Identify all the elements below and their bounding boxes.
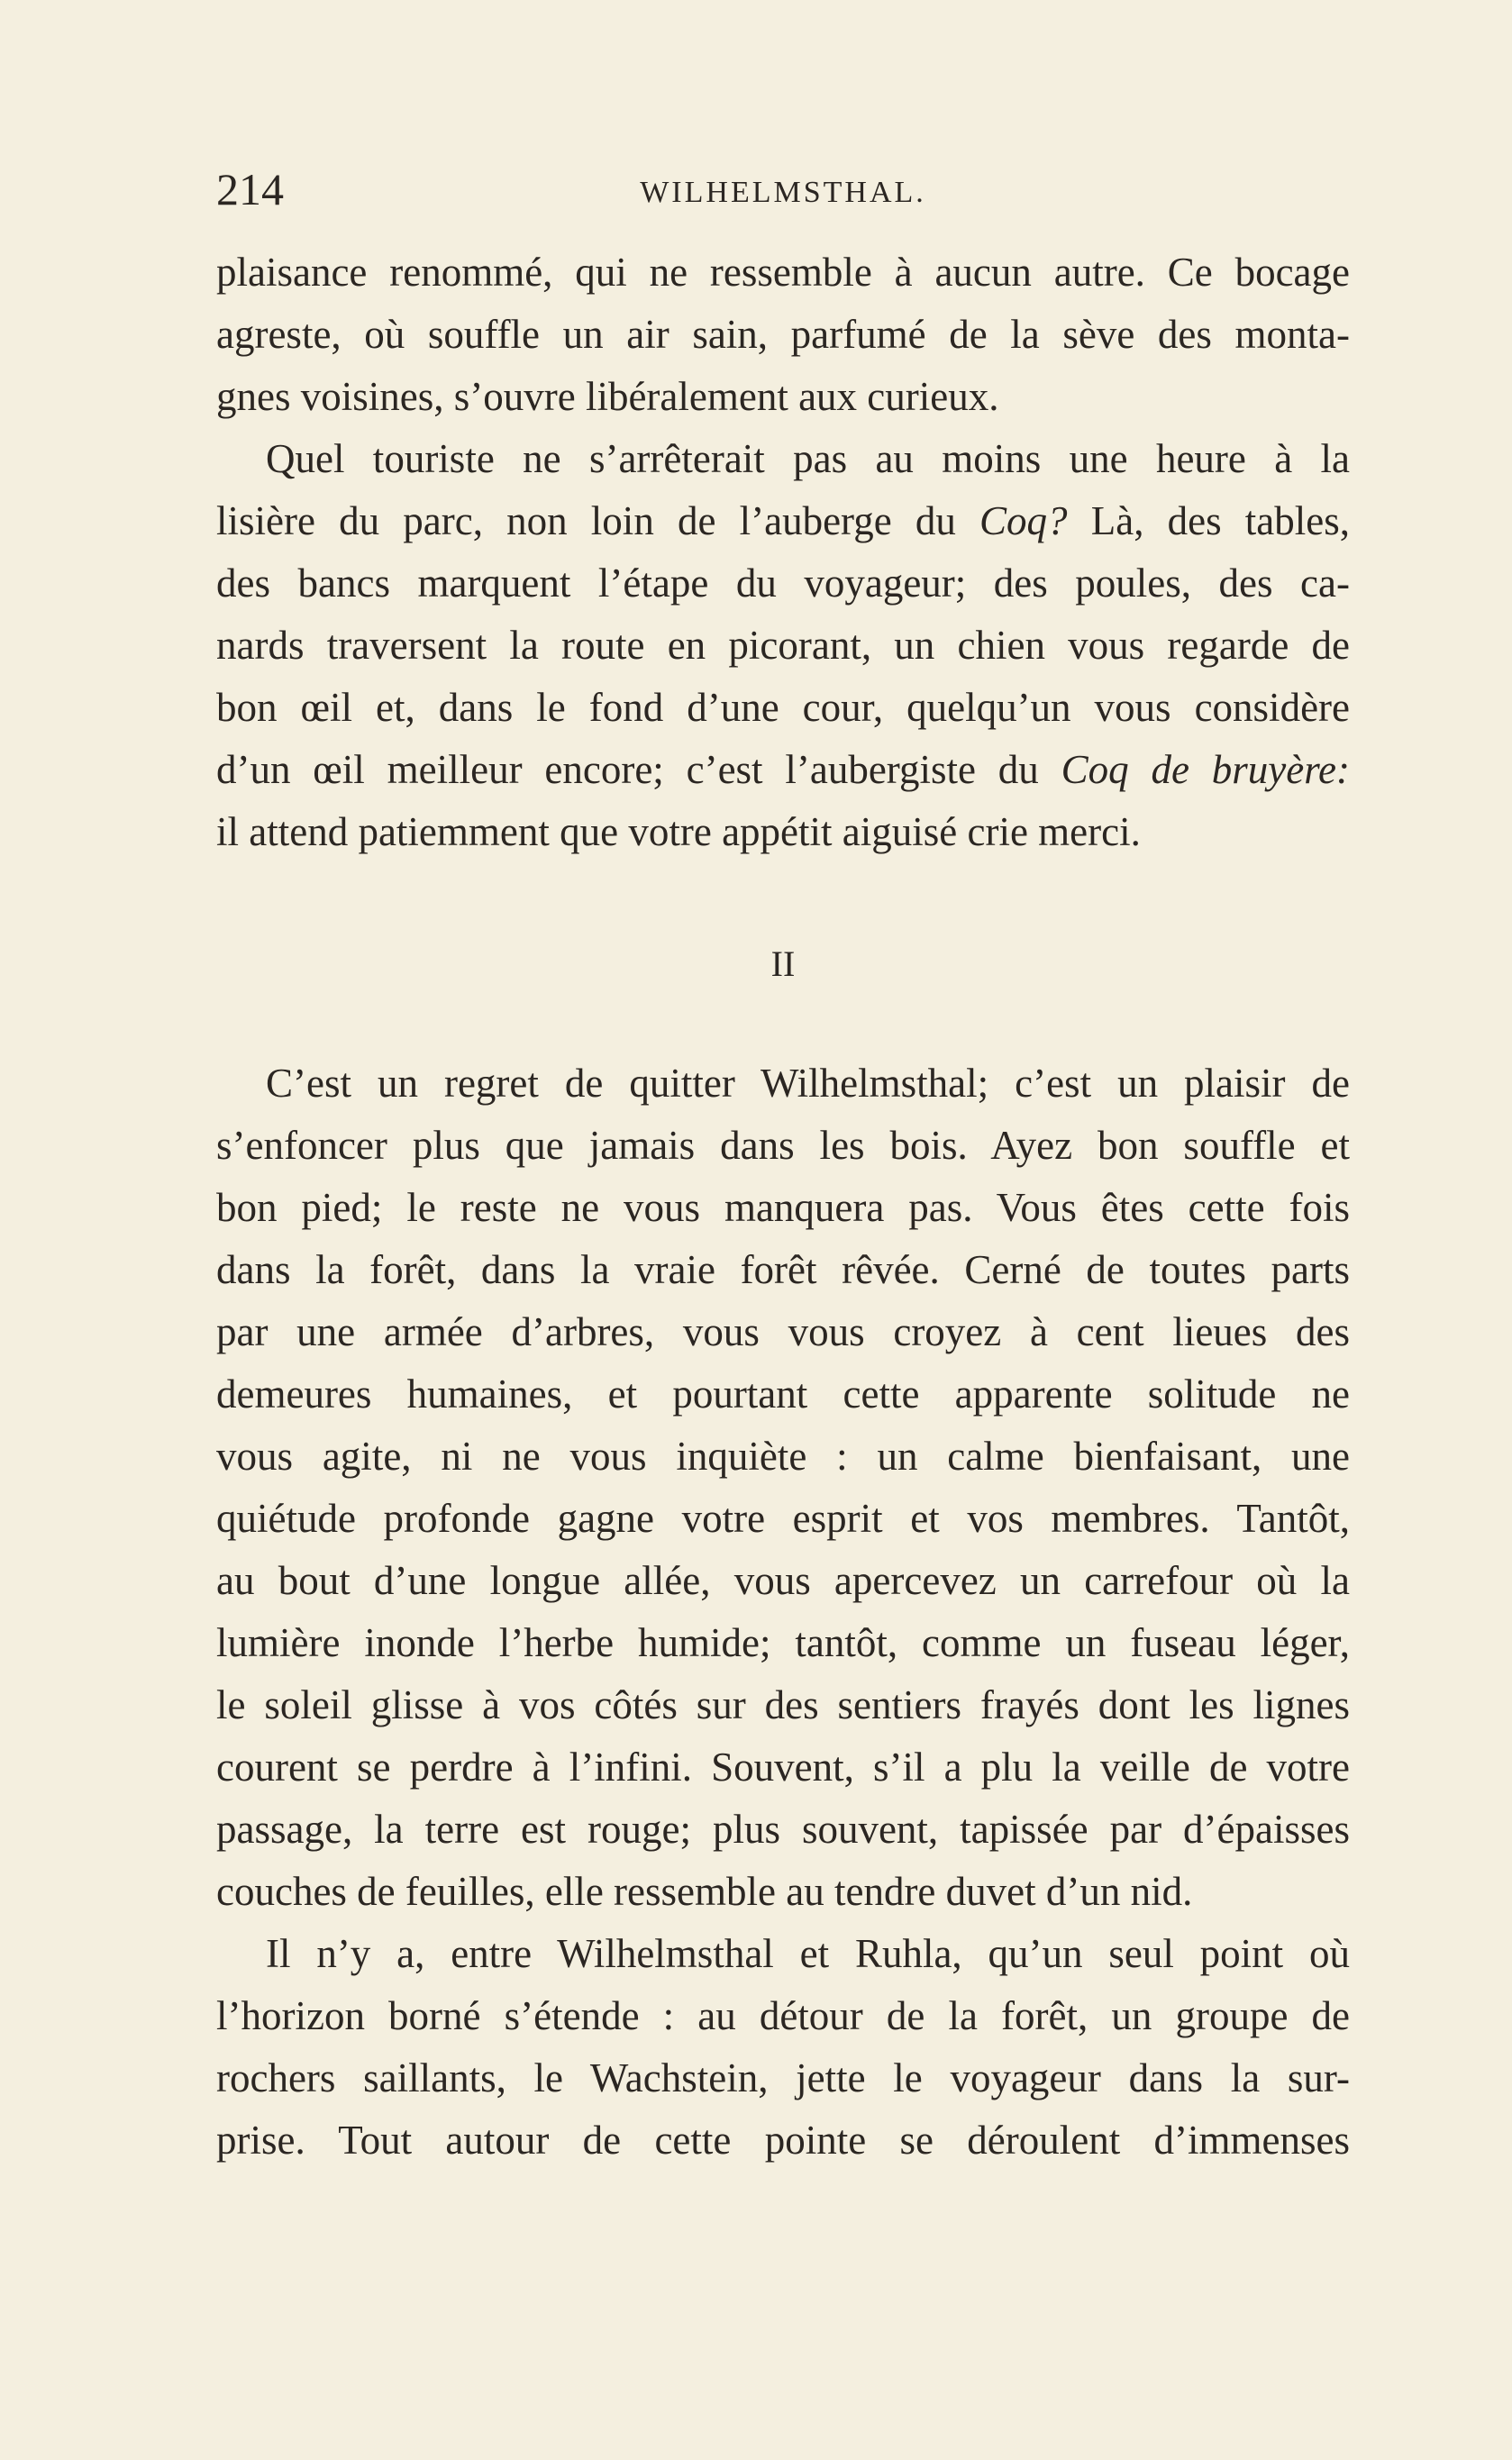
text-line: le soleil glisse à vos côtés sur des sentiers frayés dont les lignes <box>216 1682 1350 1727</box>
text-line: C’est un regret de quitter Wilhelmsthal; c’est un plaisir de <box>266 1061 1350 1106</box>
text-line: au bout d’une longue allée, vous apercevez un carrefour où la <box>216 1558 1350 1603</box>
italic-inn-name: Coq? <box>979 498 1068 543</box>
text-line: dans la forêt, dans la vraie forêt rêvée. Cerné de toutes parts <box>216 1247 1350 1292</box>
section-heading: II <box>770 943 796 984</box>
text-line: gnes voisines, s’ouvre libéralement aux curieux. <box>216 374 999 419</box>
text-line: passage, la terre est rouge; plus souvent, tapissée par d’épaisses <box>216 1807 1350 1852</box>
text-line: couches de feuilles, elle ressemble au tendre duvet d’un nid. <box>216 1869 1193 1914</box>
text-line: vous agite, ni ne vous inquiète : un calme bienfaisant, une <box>216 1434 1350 1479</box>
page-number: 214 <box>216 164 284 214</box>
text-line: plaisance renommé, qui ne ressemble à aucun autre. Ce bocage <box>216 250 1350 295</box>
text-line: nards traversent la route en picorant, un chien vous regarde de <box>216 623 1350 668</box>
text-line: prise. Tout autour de cette pointe se déroulent d’immenses <box>216 2118 1350 2163</box>
text-line: bon œil et, dans le fond d’une cour, quelqu’un vous considère <box>216 685 1350 730</box>
text-line: par une armée d’arbres, vous vous croyez à cent lieues des <box>216 1309 1350 1354</box>
text-run: d’un œil meilleur encore; c’est l’aubergiste du <box>216 747 1061 792</box>
paragraph-block-1 <box>216 241 1350 863</box>
text-line: rochers saillants, le Wachstein, jette le voyageur dans la sur- <box>216 2055 1350 2100</box>
text-line: s’enfoncer plus que jamais dans les bois. Ayez bon souffle et <box>216 1123 1350 1168</box>
text-line: Quel touriste ne s’arrêterait pas au moins une heure à la <box>266 436 1350 481</box>
text-line: Il n’y a, entre Wilhelmsthal et Ruhla, qu’un seul point où <box>266 1931 1350 1976</box>
italic-inn-name: Coq de bruyère: <box>1061 747 1350 792</box>
paragraph-block-2 <box>216 1052 1350 2172</box>
text-line: il attend patiemment que votre appétit aiguisé crie merci. <box>216 809 1141 854</box>
text-line: courent se perdre à l’infini. Souvent, s’il a plu la veille de votre <box>216 1745 1350 1790</box>
text-line: l’horizon borné s’étende : au détour de la forêt, un groupe de <box>216 1993 1350 2038</box>
text-run: lisière du parc, non loin de l’auberge du <box>216 498 980 543</box>
page-header <box>216 162 1350 216</box>
text-line: demeures humaines, et pourtant cette apparente solitude ne <box>216 1371 1350 1417</box>
text-line: bon pied; le reste ne vous manquera pas. Vous êtes cette fois <box>216 1185 1350 1230</box>
text-run: Là, des tables, <box>1067 498 1350 543</box>
text-line: quiétude profonde gagne votre esprit et vos membres. Tantôt, <box>216 1496 1350 1541</box>
text-line <box>216 490 1350 552</box>
text-line: agreste, où souffle un air sain, parfumé de la sève des monta- <box>216 312 1350 357</box>
text-line <box>216 739 1350 801</box>
text-line: des bancs marquent l’étape du voyageur; des poules, des ca- <box>216 560 1350 606</box>
running-title: WILHELMSTHAL. <box>640 176 926 209</box>
text-line: lumière inonde l’herbe humide; tantôt, comme un fuseau léger, <box>216 1620 1350 1665</box>
